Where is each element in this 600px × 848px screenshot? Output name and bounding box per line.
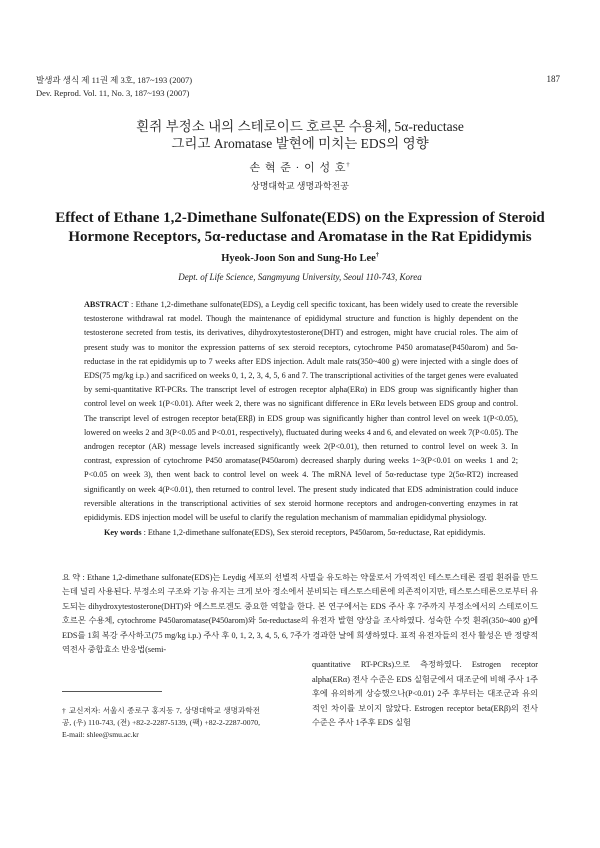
keywords-label: Key words <box>104 528 142 538</box>
korean-abstract <box>62 571 538 657</box>
english-authors-names: Hyeok-Joon Son and Sung-Ho Lee <box>221 253 376 264</box>
header-english-citation: Dev. Reprod. Vol. 11, No. 3, 187~193 (2007) <box>36 88 190 98</box>
right-column-text <box>312 658 538 731</box>
footnote-rule <box>62 691 162 692</box>
page-number: 187 <box>546 74 560 84</box>
running-header <box>36 74 192 100</box>
english-abstract <box>84 298 518 540</box>
english-corresponding-mark: † <box>375 252 379 259</box>
right-column-paragraph: quantitative RT-PCRs)으로 측정하였다. Estrogen receptor alpha(ERα) 전사 수준은 EDS 실험군에서 대조군에 비해 주사 1주후에 유의하게 상승했으나(P<0.01) 2주 후부터는 대조군과 유의적인 차이를 보이지 않았다. Estrogen receptor beta(ERβ)의 전사 수준은 주사 1주후 EDS 실험 <box>312 660 538 728</box>
correspondence-footnote <box>62 705 260 741</box>
abstract-text: : Ethane 1,2-dimethane sulfonate(EDS), a Leydig cell specific toxicant, has been widely used to create the reversible testosterone withdrawal rat model. Though the maintenance of epididymal structure and function is highly dependent on the testosterone secreted from testis, its derivatives, dihydroxytestosterone(DHT) and estrogen, might have crucial roles. The aim of present study was to monitor the expression patterns of sex steroid receptors, cytochrome P450 aromatase(P450arom) and 5α-reductase in the rat epididymis up to 7 weeks after EDS injection. Adult male rats(350~400 g) were injected with a single does of EDS(75 mg/kg i.p.) and sacrificed on weeks 0, 1, 2, 3, 4, 5, 6 and 7. The transcriptional activities of the target genes were evaluated by semi-quantitative RT-PCRs. The transcript level of estrogen receptor alpha(ERα) in EDS group was significantly higher than control level on week 1(P<0.01). After week 2, there was no significant difference in ERα levels between EDS group and control. The transcript level of estrogen receptor beta(ERβ) in EDS group was significantly higher than control level on week 1(P<0.05), lowered on weeks 2 and 3(P<0.05 and P<0.01, respectively), fluctuated during weeks 4 and 6, and elevated on week 7(P<0.05). The androgen receptor (AR) message levels increased significantly week 2(P<0.01), then returned to control level on week 3. In contrast, expression of cytochrome P450 aromatase(P450arom) decreased sharply during weeks 1~3(P<0.01 on weeks 1 and 2; P<0.05 on week 3), then went back to control level on week 4. The mRNA level of 5α-reductase type 2(5α-RT2) increased significantly on week 4(P<0.01), then returned to control level. The present study indicated that EDS administration could induce reversible alterations in the transcriptional activities of sex steroid hormone receptors and androgen-converting enzymes in rat epididymis. EDS injection model will be useful to clarify the regulation mechanism of mammalian epididymal physiology. <box>84 300 518 523</box>
english-affiliation: Dept. of Life Science, Sangmyung University, Seoul 110-743, Korea <box>178 272 422 282</box>
korean-corresponding-mark: † <box>346 162 351 169</box>
korean-authors <box>0 159 600 175</box>
korean-authors-names: 손 혁 준 · 이 성 호 <box>249 162 347 174</box>
korean-title-line-2: 그리고 Aromatase 발현에 미치는 EDS의 영향 <box>171 136 429 151</box>
english-authors <box>0 253 600 264</box>
korean-title-line-1: 흰쥐 부정소 내의 스테로이드 호르몬 수용체, 5α-reductase <box>136 119 464 134</box>
abstract-paragraph <box>84 298 518 525</box>
korean-affiliation: 상명대학교 생명과학전공 <box>251 181 349 191</box>
english-title-line-2: Hormone Receptors, 5α-reductase and Aromatase in the Rat Epididymis <box>68 229 532 245</box>
abstract-label: ABSTRACT <box>84 300 129 309</box>
korean-abstract-text: 요 약 : Ethane 1,2-dimethane sulfonate(EDS)는 Leydig 세포의 선별적 사멸을 유도하는 약물로서 가역적인 테스토스테론 결핍 흰쥐를 만드는데 널리 사용된다. 부정소의 구조와 기능 유지는 크게 보아 정소에서 분비되는 테스토스테론에 의존적이지만, 테스토스테론으로부터 유도되는 dihydroxytestosterone(DHT)와 에스트로겐도 중요한 역할을 한다. 본 연구에서는 EDS 주사 후 7주까지 부정소에서의 스테로이드 호르몬 수용체, cytochrome P450aromatase(P450arom)와 5α-reductase의 유전자 발현 양상을 조사하였다. 성숙한 수컷 흰쥐(350~400 g)에 EDS를 1회 복강 주사하고(75 mg/kg i.p.) 주사 후 0, 1, 2, 3, 4, 5, 6, 7주가 경과한 날에 희생하였다. 표적 유전자들의 전사 활성은 반 정량적 역전사 중합효소 반응법(semi- <box>62 573 538 655</box>
english-title-line-1: Effect of Ethane 1,2-Dimethane Sulfonate(EDS) on the Expression of Steroid <box>55 210 545 226</box>
footnote-text: † 교신저자: 서울시 종로구 홍지동 7, 상명대학교 생명과학전공, (우) 110-743, (전) +82-2-2287-5139, (팩) +82-2-2287-0070, E-mail: shlee@smu.ac.kr <box>62 706 260 739</box>
header-korean-citation: 발생과 생식 제 11권 제 3호, 187~193 (2007) <box>36 75 193 85</box>
keywords-text: : Ethane 1,2-dimethane sulfonate(EDS), Sex steroid receptors, P450arom, 5α-reductase, Rat epididymis. <box>141 528 486 538</box>
keywords-paragraph <box>84 526 518 540</box>
